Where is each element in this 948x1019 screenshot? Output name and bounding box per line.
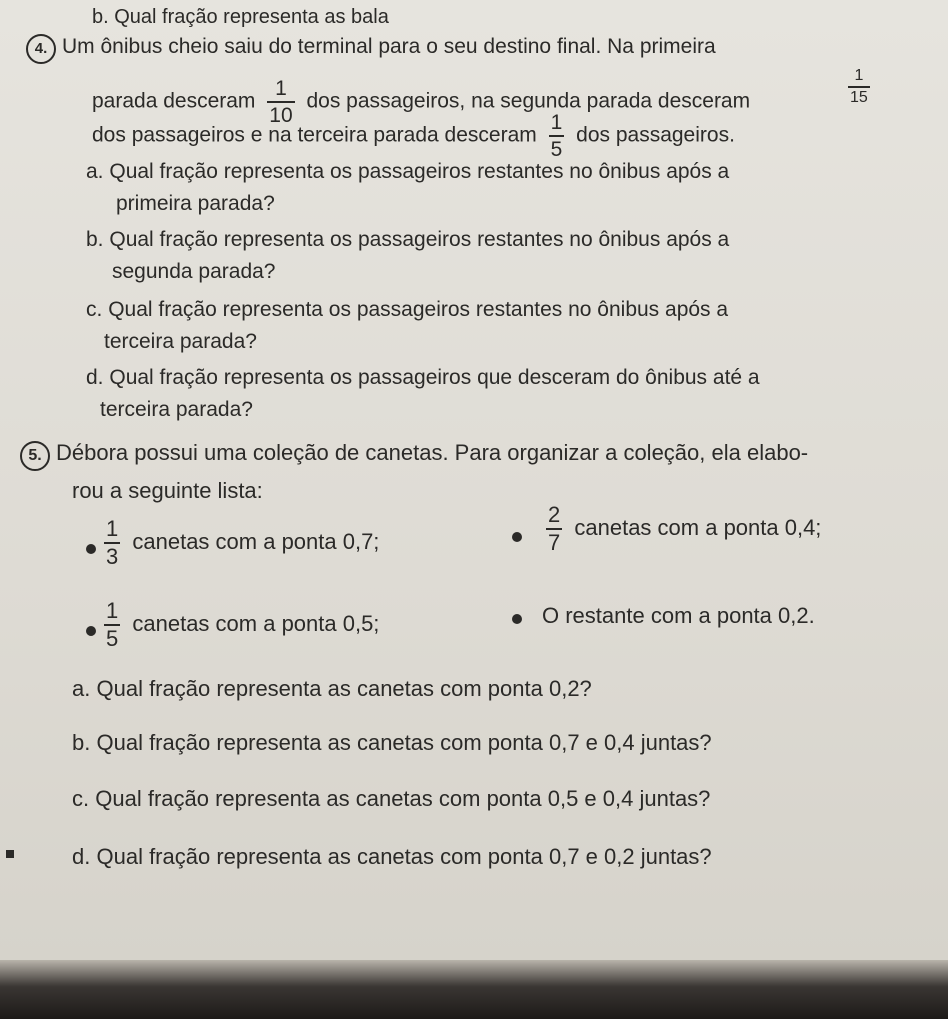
fraction-1-10: $\frac{1}{10}$ (269, 77, 293, 127)
list-bullet (86, 544, 96, 554)
question-4-line-2: parada desceram $\frac{1}{10}$ dos passageiros, na segunda parada desceram (92, 77, 751, 127)
background-edge (0, 960, 948, 1019)
list-item-0-7: $\frac{1}{3}$ canetas com a ponta 0,7; (106, 516, 380, 569)
fraction-1-15: $\frac{1}{15}$ (850, 67, 868, 106)
question-4-line-3: dos passageiros e na terceira parada desceram $\frac{1}{5}$ dos passageiros. (92, 111, 735, 161)
question-4-number: 4. (26, 34, 56, 64)
question-4d-cont: terceira parada? (100, 398, 253, 421)
list-item-0-5: $\frac{1}{5}$ canetas com a ponta 0,5; (106, 598, 380, 651)
question-5b: b. Qual fração representa as canetas com ponta 0,7 e 0,4 juntas? (72, 730, 712, 755)
previous-question-fragment: b. Qual fração representa as bala (92, 6, 389, 28)
question-5d: d. Qual fração representa as canetas com ponta 0,7 e 0,2 juntas? (72, 844, 712, 869)
question-4a: a. Qual fração representa os passageiros restantes no ônibus após a (86, 160, 730, 183)
question-5-number: 5. (20, 441, 50, 471)
list-item-0-4: $\frac{2}{7}$ canetas com a ponta 0,4; (548, 502, 822, 555)
question-4c: c. Qual fração representa os passageiros restantes no ônibus após a (86, 298, 729, 321)
question-5-line-1: 5. Débora possui uma coleção de canetas. Para organizar a coleção, ela elabo- (20, 440, 808, 471)
question-4-line-1: 4. Um ônibus cheio saiu do terminal para o seu destino final. Na primeira (26, 34, 716, 64)
list-bullet (512, 532, 522, 542)
question-5-line-2: rou a seguinte lista: (72, 478, 263, 503)
margin-mark (6, 850, 14, 858)
question-4b: b. Qual fração representa os passageiros restantes no ônibus após a (86, 228, 730, 251)
question-4a-cont: primeira parada? (116, 192, 275, 215)
question-5c: c. Qual fração representa as canetas com ponta 0,5 e 0,4 juntas? (72, 786, 711, 811)
list-bullet (512, 614, 522, 624)
fraction-1-5: $\frac{1}{5}$ (550, 111, 563, 161)
list-bullet (86, 626, 96, 636)
question-4d: d. Qual fração representa os passageiros que desceram do ônibus até a (86, 366, 760, 389)
question-4c-cont: terceira parada? (104, 330, 257, 353)
question-4b-cont: segunda parada? (112, 260, 276, 283)
question-5a: a. Qual fração representa as canetas com ponta 0,2? (72, 676, 592, 701)
list-item-0-2: O restante com a ponta 0,2. (542, 603, 815, 628)
